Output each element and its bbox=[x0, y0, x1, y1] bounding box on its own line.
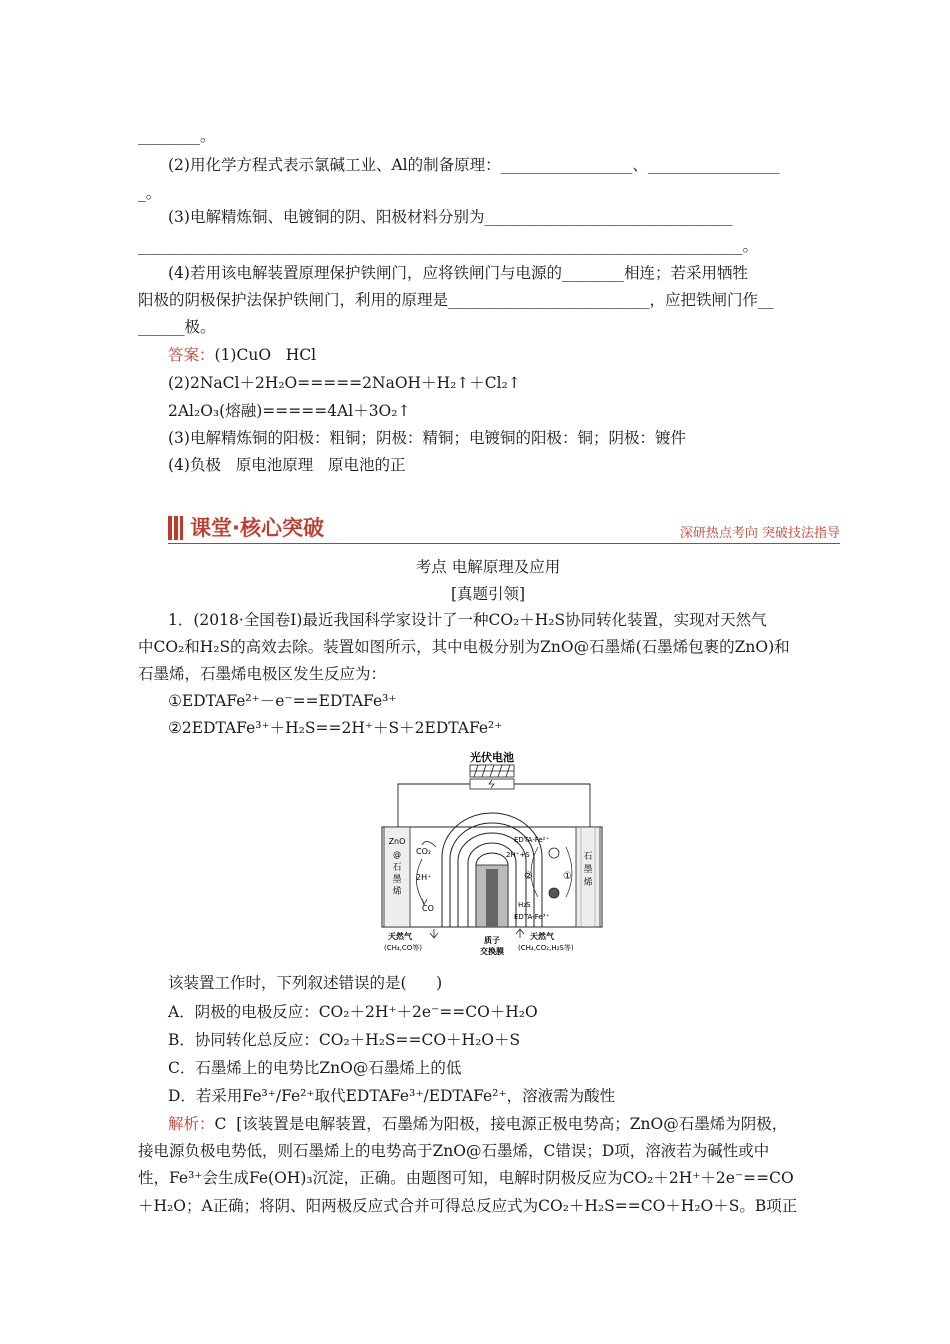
answer-label: 答案： bbox=[168, 346, 215, 364]
question-4-text: (4)若用该电解装置原理保护铁闸门，应将铁闸门与电源的________相连；若采用牺牲 bbox=[168, 264, 748, 282]
question-1-text-3: 石墨烯，石墨烯电极区发生反应为： bbox=[138, 665, 387, 683]
label-co: CO bbox=[422, 904, 434, 913]
analysis-line-3: 性，Fe³⁺会生成Fe(OH)₃沉淀，正确。由题图可知，电解时阴极反应为CO₂＋2H⁺＋2e⁻==CO bbox=[138, 1169, 794, 1187]
option-d: D．若采用Fe³⁺/Fe²⁺取代EDTAFe³⁺/EDTAFe²⁺，溶液需为酸性 bbox=[168, 1087, 616, 1105]
topic-heading: 考点 电解原理及应用 bbox=[415, 558, 561, 576]
section-header bbox=[168, 514, 840, 544]
answer-3: 2Al₂O₃(熔融)=====4Al＋3O₂↑ bbox=[168, 402, 411, 420]
blank-line: ________。 bbox=[138, 127, 216, 145]
gas-left-label: 天然气 bbox=[388, 932, 412, 941]
answer-5: (4)负极 原电池原理 原电池的正 bbox=[168, 456, 406, 474]
electrolysis-figure bbox=[378, 747, 606, 959]
label-edta-fe2: EDTA-Fe²⁺ bbox=[514, 836, 550, 844]
analysis-line-4: ＋H₂O；A正确；将阴、阳两极反应式合并可得总反应式为CO₂＋H₂S==CO＋H₂O＋S。B项正 bbox=[138, 1197, 798, 1215]
analysis-text-1: C [该装置是电解装置，石墨烯为阳极，接电源正极电势高；ZnO@石墨烯为阴极， bbox=[214, 1115, 788, 1133]
section-rule bbox=[168, 543, 840, 544]
option-a: A．阴极的电极反应：CO₂＋2H⁺＋2e⁻==CO＋H₂O bbox=[168, 1003, 538, 1021]
subtopic-heading: [真题引领] bbox=[450, 585, 526, 603]
membrane-label: 质子 bbox=[484, 936, 500, 945]
label-circle-2: ② bbox=[524, 871, 533, 882]
section-subtitle: 深研热点考向 突破技法指导 bbox=[679, 526, 840, 541]
arrow-up-icon bbox=[516, 929, 524, 938]
left-electrode-label-4: 烯 bbox=[392, 887, 402, 897]
label-co2: CO₂ bbox=[416, 847, 432, 856]
question-1-text: 1．(2018·全国卷Ⅰ)最近我国科学家设计了一种CO₂＋H₂S协同转化装置，实现对天然气 bbox=[168, 611, 767, 629]
gas-right-sub: (CH₄,CO₂,H₂S等) bbox=[518, 944, 574, 952]
membrane-label-2: 交换膜 bbox=[480, 947, 504, 956]
answer-1: (1)CuO HCl bbox=[214, 346, 317, 364]
label-edta-fe3: EDTA-Fe³⁺ bbox=[514, 913, 550, 921]
section-title: 课堂·核心突破 bbox=[190, 516, 324, 540]
analysis-line-1 bbox=[168, 1114, 787, 1134]
question-4-text-2: 阳极的阴极保护法保护铁闸门，利用的原理是__________________________，应把铁闸门作__ bbox=[138, 291, 774, 309]
solar-panel-icon bbox=[470, 765, 514, 789]
question-3-text: (3)电解精炼铜、电镀铜的阴、阳极材料分别为________________________________ bbox=[168, 208, 733, 226]
sulfur-particle-icon bbox=[549, 848, 559, 858]
question-2-tail: _。 bbox=[138, 184, 162, 202]
arrow-down-icon bbox=[430, 929, 438, 938]
section-bars-icon bbox=[168, 516, 184, 540]
analysis-label: 解析： bbox=[168, 1115, 215, 1133]
right-electrode-label-1: 墨 bbox=[583, 865, 593, 875]
left-electrode-label-1: @ bbox=[393, 850, 401, 859]
left-electrode-label-3: 墨 bbox=[392, 875, 402, 885]
reaction-1: ①EDTAFe²⁺－e⁻==EDTAFe³⁺ bbox=[168, 692, 397, 710]
option-b: B．协同转化总反应：CO₂＋H₂S==CO＋H₂O＋S bbox=[168, 1031, 521, 1049]
label-h2s: H₂S bbox=[518, 901, 531, 909]
reaction-2: ②2EDTAFe³⁺＋H₂S==2H⁺＋S＋2EDTAFe²⁺ bbox=[168, 719, 503, 737]
solar-label: 光伏电池 bbox=[470, 751, 514, 764]
answer-4: (3)电解精炼铜的阳极：粗铜；阴极：精铜；电镀铜的阳极：铜；阴极：镀件 bbox=[168, 429, 686, 447]
question-2-text: (2)用化学方程式表示氯碱工业、Al的制备原理：_________________、_________________ bbox=[168, 156, 780, 174]
gas-right-label: 天然气 bbox=[530, 932, 554, 941]
question-3-blank: ______________________________________________________________________________。 bbox=[138, 237, 759, 255]
label-circle-1: ① bbox=[563, 871, 572, 882]
label-h-s: 2H⁺+S bbox=[506, 851, 530, 859]
answer-line-1 bbox=[168, 345, 316, 365]
left-electrode-label-2: 石 bbox=[392, 863, 402, 873]
answer-2: (2)2NaCl＋2H₂O=====2NaOH＋H₂↑＋Cl₂↑ bbox=[168, 374, 521, 392]
right-electrode-label-0: 石 bbox=[583, 852, 593, 862]
right-electrode-label-2: 烯 bbox=[583, 878, 593, 888]
question-stem: 该装置工作时，下列叙述错误的是( ) bbox=[168, 974, 443, 992]
question-1-text-2: 中CO₂和H₂S的高效去除。装置如图所示，其中电极分别为ZnO@石墨烯(石墨烯包裹的ZnO)和 bbox=[138, 638, 790, 656]
option-c: C．石墨烯上的电势比ZnO@石墨烯上的低 bbox=[168, 1059, 462, 1077]
analysis-line-2: 接电源负极电势低，则石墨烯上的电势高于ZnO@石墨烯，C错误；D项，溶液若为碱性或中 bbox=[138, 1142, 770, 1160]
particle-icon bbox=[549, 888, 559, 898]
question-4-text-3: ______极。 bbox=[138, 318, 216, 336]
label-2h-left: 2H⁺ bbox=[416, 873, 432, 882]
left-electrode-label-0: ZnO bbox=[388, 837, 406, 846]
gas-left-sub: (CH₄,CO等) bbox=[384, 944, 423, 952]
